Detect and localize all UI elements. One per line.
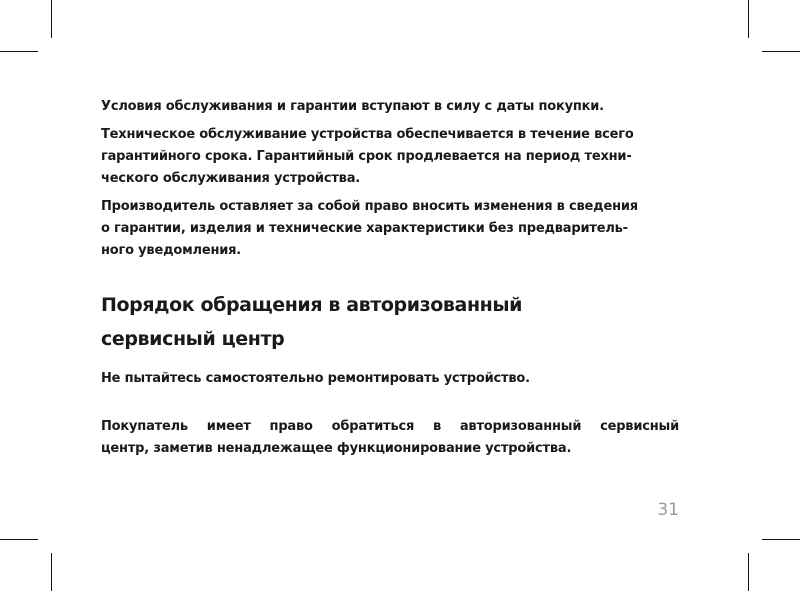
section-heading xyxy=(101,288,679,356)
crop-mark-top-left-vertical xyxy=(51,0,52,38)
text-line: ческого обслуживания устройства. xyxy=(101,171,361,186)
text-line: гарантийного срока. Гарантийный срок продлевается на период техни- xyxy=(101,149,632,164)
text-line: центр, заметив ненадлежащее функционирование устройства. xyxy=(101,441,572,456)
maintenance-paragraph xyxy=(101,124,679,190)
text-line: Покупатель имеет право обратиться в авторизованный сервисный xyxy=(101,419,679,434)
text-line: Условия обслуживания и гарантии вступают в силу с даты покупки. xyxy=(101,99,604,114)
crop-mark-top-right-horizontal xyxy=(762,51,800,52)
crop-mark-top-right-vertical xyxy=(748,0,749,38)
heading-line: Порядок обращения в авторизованный xyxy=(101,294,523,316)
page-number: 31 xyxy=(657,500,679,520)
page-content xyxy=(101,96,679,460)
crop-mark-bottom-left-vertical xyxy=(51,553,52,591)
text-line: о гарантии, изделия и технические характеристики без предваритель- xyxy=(101,221,628,236)
service-center-section xyxy=(101,288,679,460)
crop-mark-bottom-right-horizontal xyxy=(762,539,800,540)
crop-mark-bottom-left-horizontal xyxy=(0,539,38,540)
heading-line: сервисный центр xyxy=(101,328,285,350)
warranty-start-paragraph xyxy=(101,96,679,118)
crop-mark-top-left-horizontal xyxy=(0,51,38,52)
buyer-rights-paragraph xyxy=(101,416,679,460)
warranty-section xyxy=(101,96,679,262)
no-self-repair-paragraph xyxy=(101,368,679,390)
text-line: ного уведомления. xyxy=(101,243,242,258)
text-line: Производитель оставляет за собой право вносить изменения в сведения xyxy=(101,199,638,214)
text-line: Техническое обслуживание устройства обеспечивается в течение всего xyxy=(101,127,634,142)
crop-mark-bottom-right-vertical xyxy=(748,553,749,591)
manufacturer-rights-paragraph xyxy=(101,196,679,262)
text-line: Не пытайтесь самостоятельно ремонтировать устройство. xyxy=(101,371,530,386)
